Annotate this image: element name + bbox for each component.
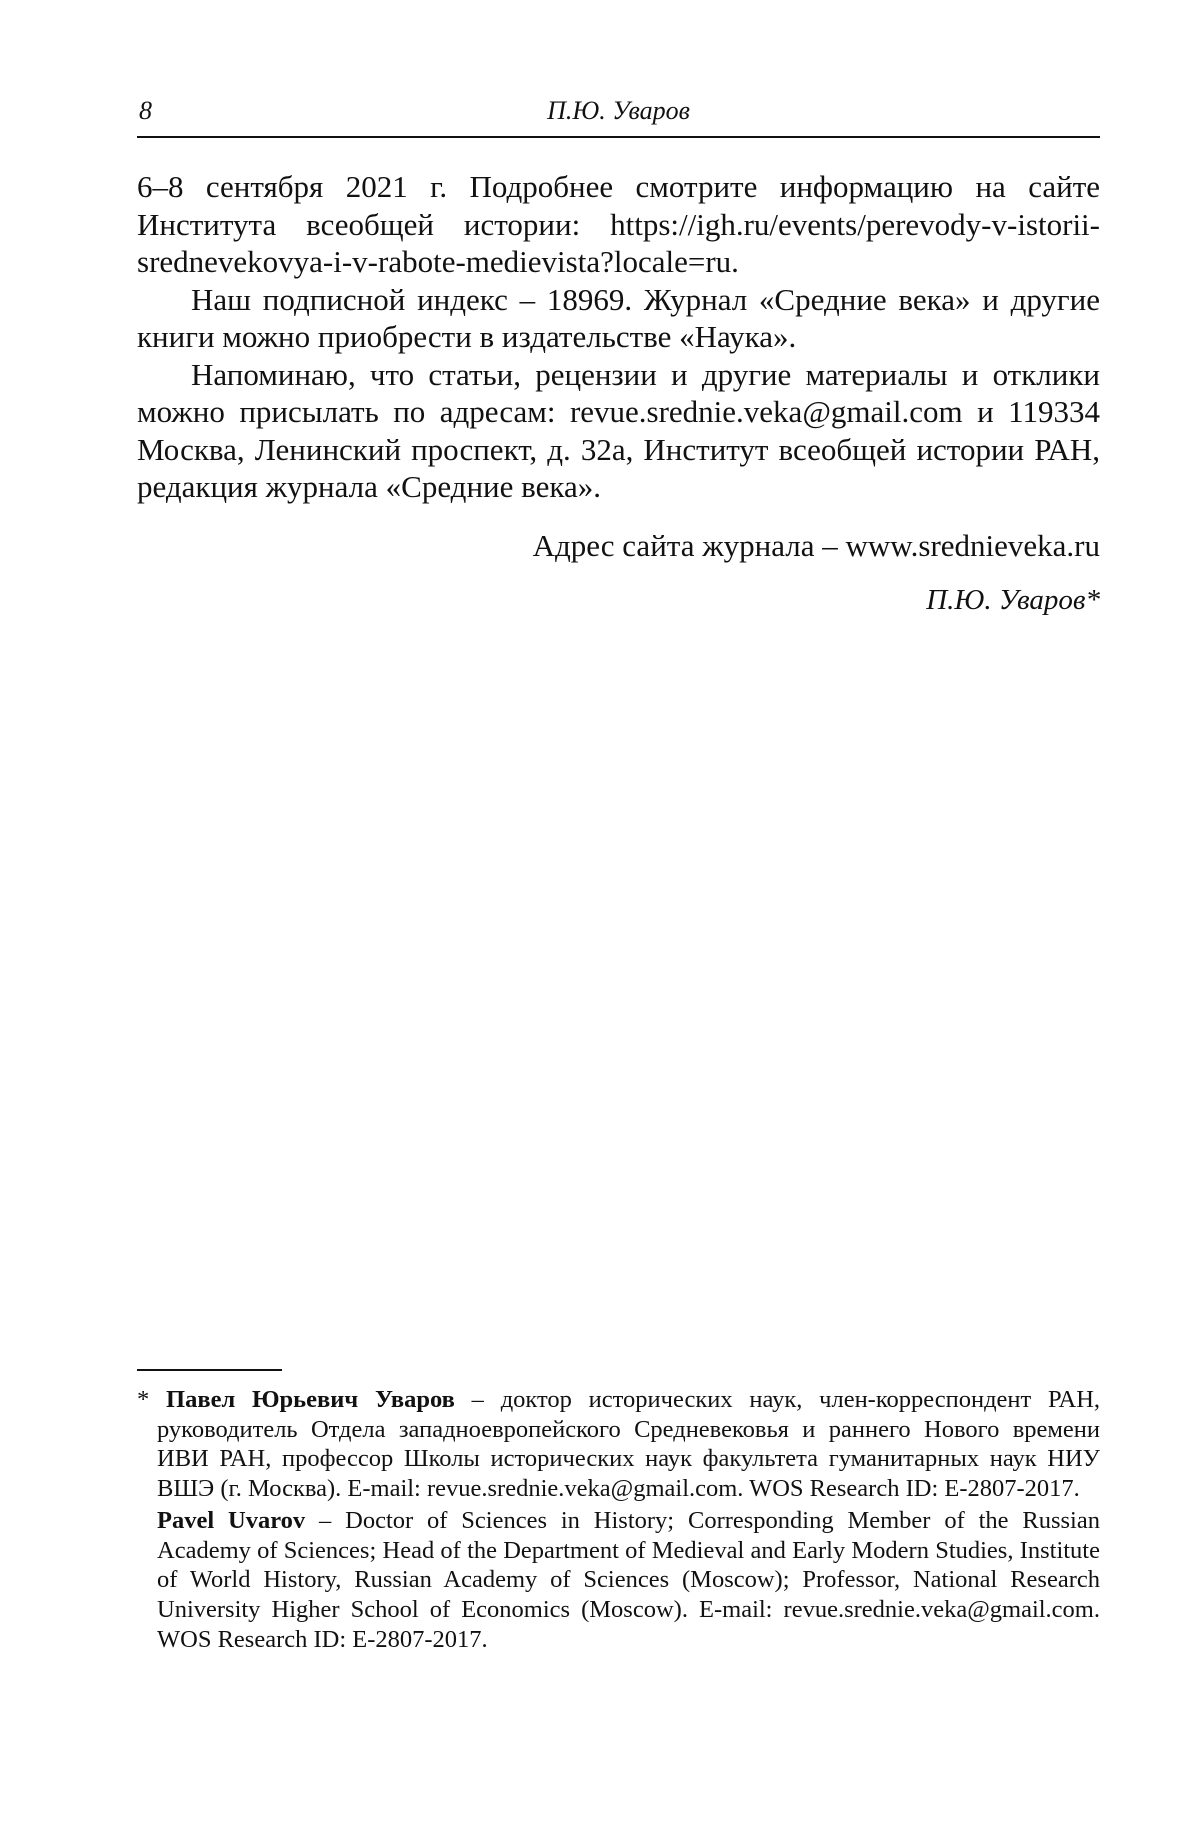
journal-site-line: Адрес сайта журнала – www.srednieveka.ru [137, 527, 1100, 564]
running-head: П.Ю. Уваров [137, 96, 1100, 126]
page-header [137, 96, 1100, 138]
footnote-ru-name: Павел Юрьевич Уваров [166, 1386, 455, 1413]
main-text [137, 168, 1100, 506]
footnote-en-text: – Doctor of Sciences in History; Corresponding Member of the Russian Academy of Sciences; Head of the Department of Medieval and Early Modern Studies, Institute of World History, Russian Academy of Sciences (Moscow); Professor, National Research University Higher School of Economics (Moscow). E-mail: revue.srednie.veka@gmail.com. WOS Research ID: E-2807-2017. [157, 1507, 1100, 1653]
footnote-divider [137, 1369, 282, 1371]
footnote-ru-text: – доктор исторических наук, член-корреспондент РАН, руководитель Отдела западноевропейского Средневековья и раннего Нового времени ИВИ РАН, профессор Школы исторических наук факультета гуманитарных наук НИУ ВШЭ (г. Москва). E-mail: revue.srednie.veka@gmail.com. WOS Research ID: E-2807-2017. [157, 1386, 1100, 1502]
footnote-russian [137, 1385, 1100, 1504]
footnote-en-name: Pavel Uvarov [157, 1507, 305, 1534]
footnote-marker: * [137, 1386, 149, 1413]
page-number: 8 [139, 96, 152, 126]
author-signature: П.Ю. Уваров* [137, 582, 1100, 618]
paragraph-1: 6–8 сентября 2021 г. Подробнее смотрите информацию на сайте Института всеобщей истории: https://igh.ru/events/perevody-v-istorii-srednevekovya-i-v-rabote-medievista?locale=ru. [137, 168, 1100, 281]
paragraph-3: Напоминаю, что статьи, рецензии и другие материалы и отклики можно присылать по адресам: revue.srednie.veka@gmail.com и 119334 Москва, Ленинский проспект, д. 32а, Институт всеобщей истории РАН, редакция журнала «Средние века». [137, 356, 1100, 506]
paragraph-2: Наш подписной индекс – 18969. Журнал «Средние века» и другие книги можно приобрести в издательстве «Наука». [137, 281, 1100, 356]
footnote [137, 1385, 1100, 1654]
footnote-english [137, 1506, 1100, 1655]
